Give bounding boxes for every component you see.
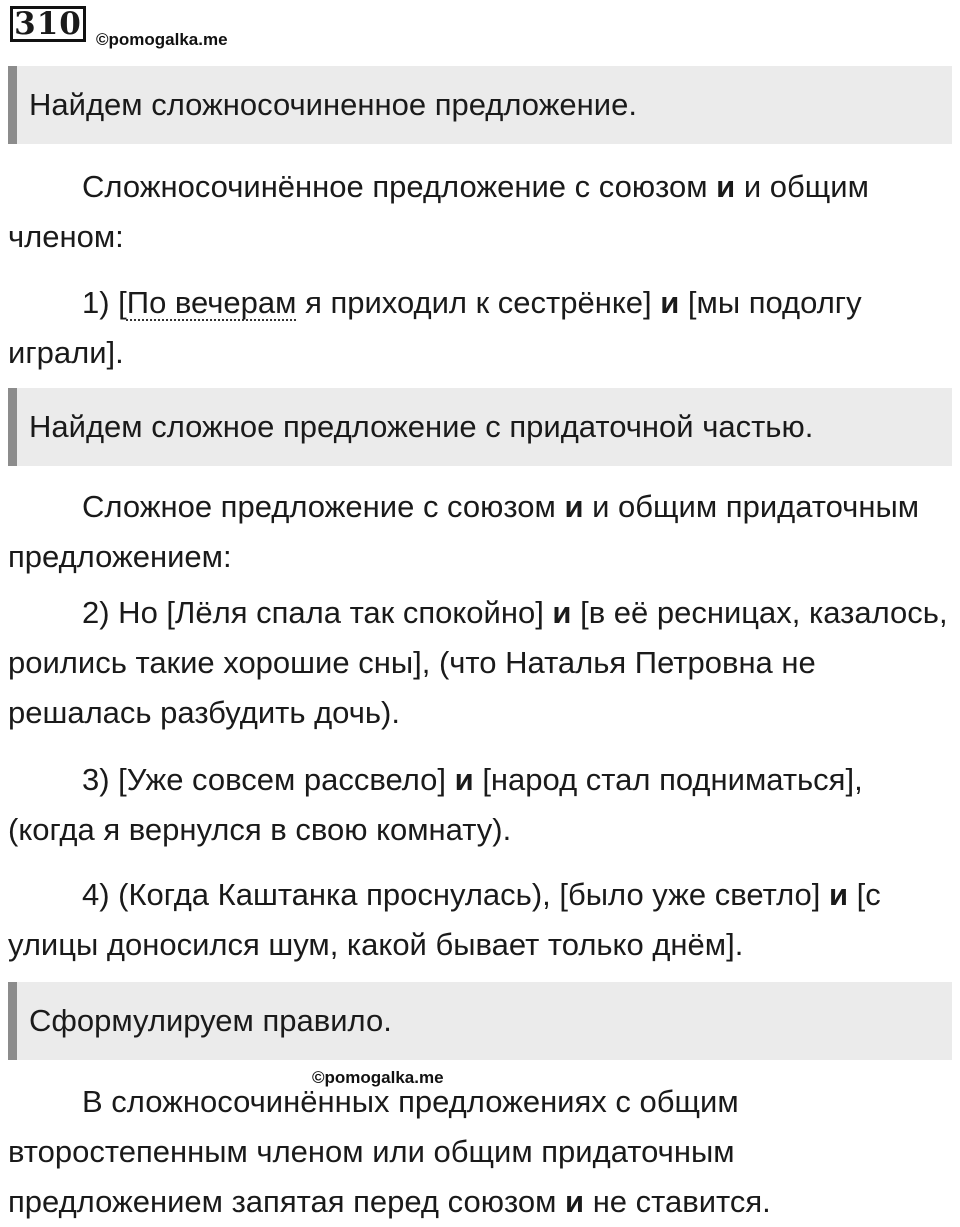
text: 1) [ bbox=[82, 285, 127, 320]
conjunction-bold: и bbox=[564, 489, 584, 524]
watermark-middle: ©pomogalka.me bbox=[312, 1068, 444, 1087]
conjunction-bold: и bbox=[660, 285, 680, 320]
conjunction-bold: и bbox=[565, 1184, 585, 1219]
text: [народ стал подниматься], (когда я вернулся в свою комнату). bbox=[8, 762, 863, 847]
exercise-number: 310 bbox=[10, 6, 86, 42]
rule-paragraph bbox=[8, 1077, 953, 1227]
text: [мы подолгу играли]. bbox=[8, 285, 862, 370]
example-4 bbox=[8, 870, 953, 970]
text: Сложное предложение с союзом bbox=[82, 489, 565, 524]
conjunction-bold: и bbox=[552, 595, 572, 630]
paragraph-compound-definition bbox=[8, 162, 953, 262]
text: 2) Но [Лёля спала так спокойно] bbox=[82, 595, 553, 630]
text: Сложносочинённое предложение с союзом bbox=[82, 169, 717, 204]
text: и общим придаточным предложением: bbox=[8, 489, 920, 574]
text: и общим членом: bbox=[8, 169, 869, 254]
text: я приходил к сестрёнке] bbox=[296, 285, 661, 320]
section-heading-complex: Найдем сложное предложение с придаточной частью. bbox=[8, 388, 952, 466]
text: 3) [Уже совсем рассвело] bbox=[82, 762, 455, 797]
example-2 bbox=[8, 588, 953, 738]
paragraph-complex-definition bbox=[8, 482, 953, 582]
text: В сложносочинённых предложениях с общим второстепенным членом или общим придаточным предложением запятая перед союзом bbox=[8, 1084, 739, 1219]
underlined-circumstance: По вечерам bbox=[126, 285, 297, 320]
conjunction-bold: и bbox=[829, 877, 849, 912]
text: 4) (Когда Каштанка проснулась), [было уже светло] bbox=[82, 877, 829, 912]
section-heading-compound: Найдем сложносочиненное предложение. bbox=[8, 66, 952, 144]
text: [в её ресницах, казалось, роились такие хорошие сны], (что Наталья Петровна не решалась разбудить дочь). bbox=[8, 595, 948, 730]
text: [с улицы доносился шум, какой бывает только днём]. bbox=[8, 877, 881, 962]
conjunction-bold: и bbox=[716, 169, 736, 204]
watermark-top: ©pomogalka.me bbox=[96, 30, 228, 49]
conjunction-bold: и bbox=[454, 762, 474, 797]
section-heading-rule: Сформулируем правило. bbox=[8, 982, 952, 1060]
example-1 bbox=[8, 278, 953, 378]
example-3 bbox=[8, 755, 953, 855]
text: не ставится. bbox=[584, 1184, 771, 1219]
